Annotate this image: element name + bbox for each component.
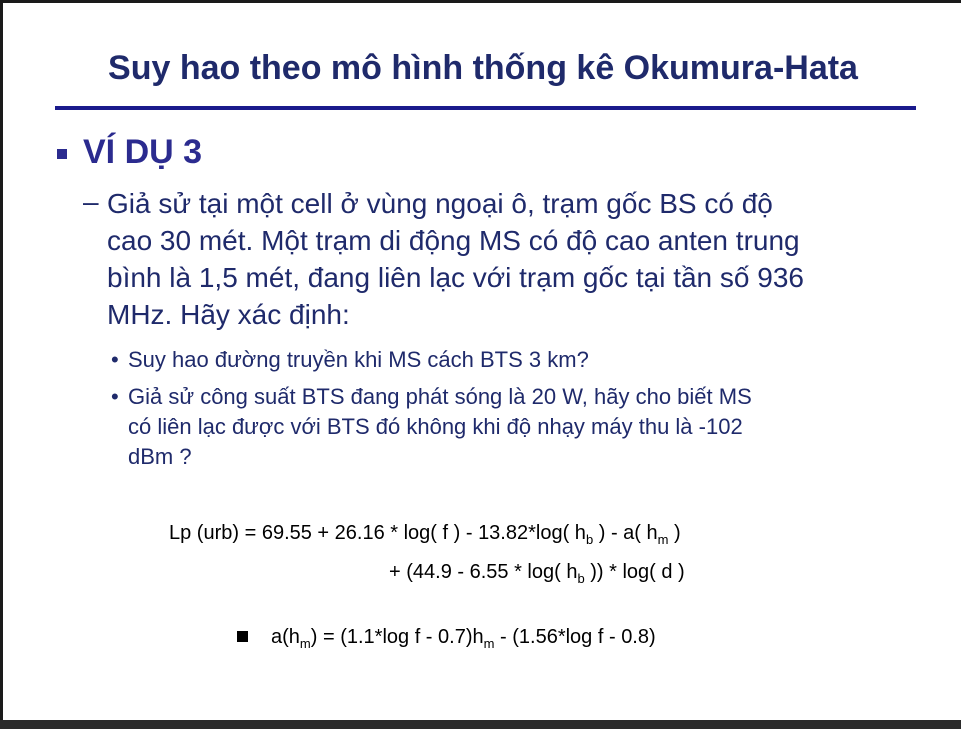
- formula-text: )) * log( d ): [584, 561, 685, 583]
- formula-text: a(h: [271, 626, 300, 648]
- formula-subscript: m: [299, 636, 311, 651]
- bullet-dot-icon: •: [111, 384, 119, 409]
- sub-item-line: có liên lạc được với BTS đó không khi độ nhạy máy thu là -102: [128, 414, 743, 439]
- formula-subscript: b: [577, 571, 585, 586]
- sub-item-text: [128, 345, 908, 375]
- formula-subscript: m: [657, 532, 669, 547]
- square-bullet-icon: [57, 149, 67, 159]
- formula-text: + (44.9 - 6.55 * log( h: [389, 561, 578, 583]
- bullet-dot-icon: •: [111, 347, 119, 372]
- square-bullet-icon: [237, 631, 248, 642]
- paragraph-line: Giả sử tại một cell ở vùng ngoại ô, trạm gốc BS có độ: [107, 188, 773, 219]
- correction-factor-formula: [271, 626, 656, 651]
- bottom-bar: [0, 720, 961, 729]
- formula-text: - (1.56*log f - 0.8): [494, 626, 656, 648]
- sub-item-line: Suy hao đường truyền khi MS cách BTS 3 km?: [128, 347, 589, 372]
- paragraph-line: cao 30 mét. Một trạm di động MS có độ cao anten trung: [107, 225, 800, 256]
- slide-title: Suy hao theo mô hình thống kê Okumura-Hata: [108, 49, 858, 87]
- formula-text: ) - a( h: [593, 522, 658, 544]
- paragraph-line: MHz. Hãy xác định:: [107, 299, 350, 330]
- dash-bullet: –: [83, 186, 99, 217]
- hata-formula-line-2: [389, 561, 685, 586]
- formula-text: Lp (urb) = 69.55 + 26.16 * log( f ) - 13.82*log( h: [169, 522, 586, 544]
- formula-text: ): [668, 522, 681, 544]
- problem-paragraph: [107, 185, 907, 333]
- formula-subscript: m: [483, 636, 495, 651]
- sub-item-line: Giả sử công suất BTS đang phát sóng là 20 W, hãy cho biết MS: [128, 384, 752, 409]
- formula-text: ) = (1.1*log f - 0.7)h: [310, 626, 484, 648]
- sub-item-text: [128, 382, 908, 472]
- paragraph-line: bình là 1,5 mét, đang liên lạc với trạm gốc tại tần số 936: [107, 262, 804, 293]
- example-heading: VÍ DỤ 3: [83, 133, 203, 171]
- sub-item-line: dBm ?: [128, 444, 192, 469]
- formula-subscript: b: [585, 532, 594, 547]
- hata-formula-line-1: [169, 522, 681, 547]
- title-divider: [55, 106, 916, 110]
